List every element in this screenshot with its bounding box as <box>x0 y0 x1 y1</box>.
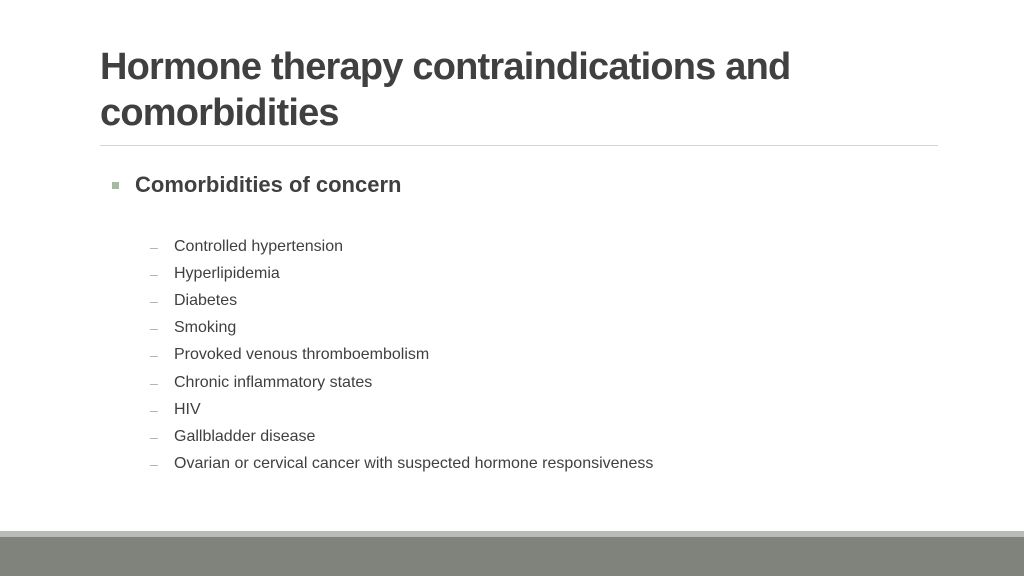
dash-bullet-icon: – <box>150 456 158 473</box>
title-divider <box>100 145 938 146</box>
list-item <box>150 423 653 450</box>
dash-bullet-icon: – <box>150 347 158 364</box>
dash-bullet-icon: – <box>150 320 158 337</box>
list-item-text: Gallbladder disease <box>174 427 316 445</box>
list-item <box>150 369 653 396</box>
dash-bullet-icon: – <box>150 428 158 445</box>
slide-title: Hormone therapy contraindications and comorbidities <box>100 46 791 134</box>
dash-bullet-icon: – <box>150 374 158 391</box>
list-item-text: HIV <box>174 400 201 418</box>
list-item-text: Diabetes <box>174 291 238 309</box>
list-item <box>150 233 653 260</box>
list-item <box>150 260 653 287</box>
list-item-text: Controlled hypertension <box>174 237 343 255</box>
list-item-text: Ovarian or cervical cancer with suspected hormone responsiveness <box>174 455 654 473</box>
main-bullet-text: Comorbidities of concern <box>135 172 402 197</box>
list-item <box>150 451 653 478</box>
list-item <box>150 315 653 342</box>
footer-band-dark <box>0 537 1024 576</box>
dash-bullet-icon: – <box>150 292 158 309</box>
square-bullet-icon <box>112 182 119 189</box>
list-item <box>150 396 653 423</box>
list-item <box>150 287 653 314</box>
list-item-text: Hyperlipidemia <box>174 264 280 282</box>
dash-bullet-icon: – <box>150 401 158 418</box>
dash-bullet-icon: – <box>150 265 158 282</box>
main-bullet <box>112 170 401 200</box>
sub-bullet-list <box>150 233 653 478</box>
list-item-text: Smoking <box>174 319 237 337</box>
dash-bullet-icon: – <box>150 238 158 255</box>
list-item-text: Chronic inflammatory states <box>174 373 373 391</box>
list-item <box>150 342 653 369</box>
list-item-text: Provoked venous thromboembolism <box>174 346 430 364</box>
